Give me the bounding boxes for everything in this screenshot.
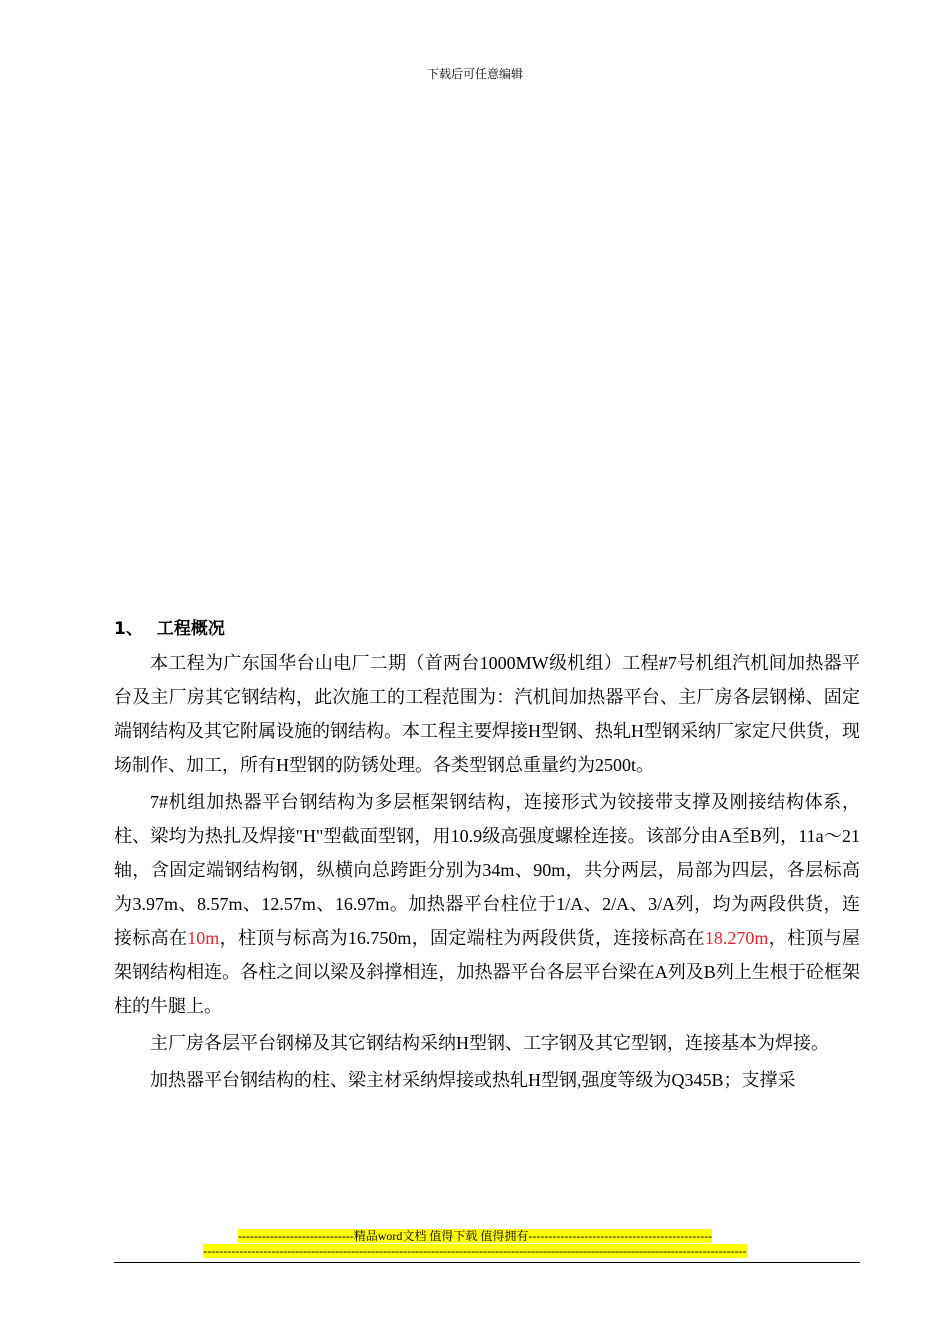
- paragraph-list: [114, 646, 860, 1097]
- footer-line-2-wrap: [0, 1245, 950, 1258]
- footer-line-1-wrap: [0, 1230, 950, 1243]
- body-paragraph: [114, 1063, 860, 1097]
- body-paragraph: [114, 1026, 860, 1060]
- highlighted-value: 18.270m: [704, 928, 769, 948]
- paragraph-text: ，柱顶与标高为16.750m，固定端柱为两段供货，连接标高在: [219, 928, 705, 948]
- paragraph-text: 本工程为广东国华台山电厂二期（首两台1000MW级机组）工程#7号机组汽机间加热器平台及主厂房其它钢结构，此次施工的工程范围为：汽机间加热器平台、主厂房各层钢梯、固定端钢结构及其它附属设施的钢结构。本工程主要焊接H型钢、热轧H型钢采纳厂家定尺供货，现场制作、加工，所有H型钢的防锈处理。各类型钢总重量约为2500t。: [114, 653, 860, 775]
- page-header: 下载后可任意编辑: [426, 67, 523, 81]
- body-paragraph: [114, 646, 860, 782]
- paragraph-text: 加热器平台钢结构的柱、梁主材采纳焊接或热轧H型钢,强度等级为Q345B；支撑采: [150, 1070, 796, 1090]
- paragraph-text: 主厂房各层平台钢梯及其它钢结构采纳H型钢、工字钢及其它型钢，连接基本为焊接。: [150, 1033, 829, 1053]
- section-number: 1、: [114, 619, 143, 639]
- highlighted-value: 10m: [187, 928, 220, 948]
- footer-line-1: -----------------------------精品word文档 值得下载 值得拥有----------------------------------------------: [237, 1229, 713, 1243]
- section-heading: [114, 612, 860, 646]
- section-title: 工程概况: [156, 619, 225, 639]
- body-paragraph: [114, 785, 860, 1023]
- document-body: [114, 612, 860, 1100]
- footer-rule: [114, 1262, 860, 1263]
- paragraph-text: 7#机组加热器平台钢结构为多层框架钢结构，连接形式为铰接带支撑及刚接结构体系，柱、梁均为热扎及焊接"H"型截面型钢，用10.9级高强度螺栓连接。该部分由A至B列，11a～21轴，含固定端钢结构钢，纵横向总跨距分别为34m、90m，共分两层，局部为四层，各层标高为3.97m、8.57m、12.57m、16.97m。加热器平台柱位于1/A、2/A、3/A列，均为两段供货，连接标高在: [114, 792, 860, 948]
- footer-line-2: ----------------------------------------------------------------------------------------------------------------------------------------: [203, 1244, 747, 1258]
- paragraph-text: ，柱顶与屋架钢结构相连。各柱之间以梁及斜撑相连，加热器平台各层平台梁在A列及B列上生根于砼框架柱的牛腿上。: [114, 928, 861, 1016]
